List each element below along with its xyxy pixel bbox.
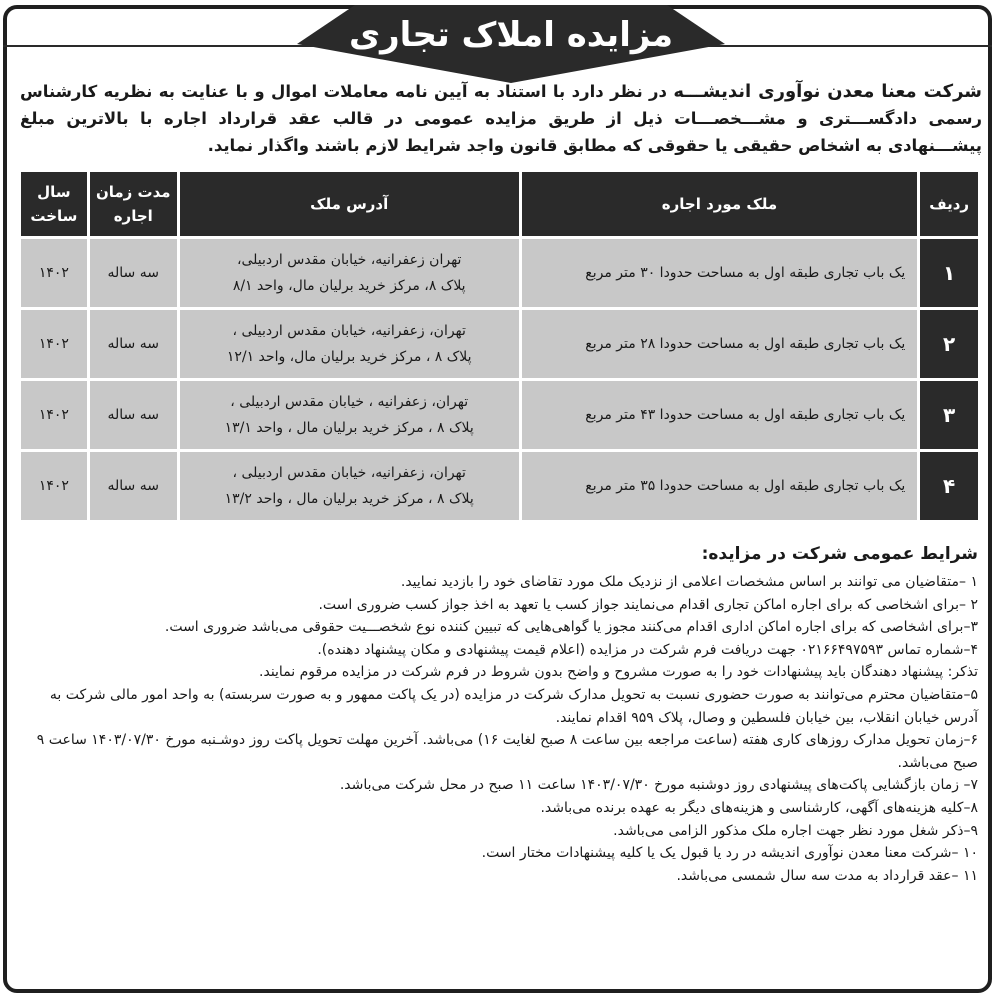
property-cell: یک باب تجاری طبقه اول به مساحت حدودا ۲۸ متر مربع — [522, 310, 918, 378]
table-row — [21, 239, 978, 307]
term-item-10: ۱۰ –شرکت معنا معدن نوآوری اندیشه در رد یا قبول یک یا کلیه پیشنهادات مختار است. — [481, 845, 978, 862]
company-name: شرکت معنا معدن نوآوری اندیشـــه — [673, 81, 983, 102]
header-property: ملک مورد اجاره — [522, 172, 918, 236]
page-title: مزایده املاک تجاری — [348, 15, 674, 55]
year-cell: ۱۴۰۲ — [21, 239, 87, 307]
address-line-1: تهران، زعفرانیه، خیابان مقدس اردبیلی ، — [232, 323, 466, 339]
terms-title: شرایط عمومی شرکت در مزایده: — [701, 544, 978, 564]
duration-cell: سه ساله — [90, 381, 177, 449]
duration-cell: سه ساله — [90, 239, 177, 307]
address-line-1: تهران، زعفرانیه ، خیابان مقدس اردبیلی ، — [230, 394, 469, 410]
address-line-2: پلاک ۸ ، مرکز خرید برلیان مال ، واحد ۱۳/۱ — [224, 420, 474, 436]
address-cell — [180, 381, 519, 449]
row-number: ۳ — [920, 381, 978, 449]
term-item-9: ۹–ذکر شغل مورد نظر جهت اجاره ملک مذکور الزامی می‌باشد. — [613, 822, 978, 839]
title-banner — [200, 0, 822, 83]
term-item-3: ۳–برای اشخاصی که برای اجاره اماکن اداری اقدام می‌کنند مجوز یا گواهی‌هایی که تبیین کننده نوع شخصـــیت حقوقی می‌باشد ضروری است. — [164, 619, 978, 636]
row-number: ۴ — [920, 452, 978, 520]
header-address: آدرس ملک — [180, 172, 519, 236]
address-line-1: تهران زعفرانیه، خیابان مقدس اردبیلی، — [236, 252, 462, 268]
year-cell: ۱۴۰۲ — [21, 381, 87, 449]
table-row — [21, 452, 978, 520]
address-line-1: تهران، زعفرانیه، خیابان مقدس اردبیلی ، — [232, 465, 466, 481]
intro-paragraph — [20, 78, 982, 159]
table-row — [21, 381, 978, 449]
term-item-1: ۱ –متقاضیان می توانند بر اساس مشخصات اعلامی از نزدیک ملک مورد تقاضای خود را بازدید نمایید. — [400, 574, 978, 590]
lease-table — [18, 169, 981, 523]
header-row-number: ردیف — [920, 172, 978, 236]
term-item-11: ۱۱ –عقد قرارداد به مدت سه سال شمسی می‌باشد. — [676, 867, 978, 884]
term-item-8: ۸–کلیه هزینه‌های آگهی، کارشناسی و هزینه‌های دیگر به عهده برنده می‌باشد. — [540, 799, 978, 816]
address-cell — [180, 239, 519, 307]
address-line-2: پلاک ۸ ، مرکز خرید برلیان مال ، واحد ۱۳/۲ — [224, 491, 474, 507]
address-line-2: پلاک ۸ ، مرکز خرید برلیان مال، واحد ۱۲/۱ — [226, 349, 472, 365]
header-duration: مدت زمان اجاره — [90, 172, 177, 236]
term-item-6: ۶–زمان تحویل مدارک روزهای کاری هفته (ساعت مراجعه بین ساعت ۸ صبح لغایت ۱۶) می‌باشد. آخرین مهلت تحویل پاکت روز دوشـنبه مورخ ۱۴۰۳/۰۷/۳۰ ساعت ۹ صبح می‌باشد. — [36, 732, 978, 771]
term-item-4: ۴–شماره تماس ۰۲۱۶۶۴۹۷۵۹۳ جهت دریافت فرم شرکت در مزایده (اعلام قیمت پیشنهادی و مکان پیشنهاد دهنده). — [317, 641, 978, 658]
property-cell: یک باب تجاری طبقه اول به مساحت حدودا ۴۳ متر مربع — [522, 381, 918, 449]
header-year: سال ساخت — [21, 172, 87, 236]
duration-cell: سه ساله — [90, 452, 177, 520]
address-cell — [180, 310, 519, 378]
term-note: تذکر: پیشنهاد دهندگان باید پیشنهادات خود را به صورت مشروح و واضح بدون شروط در فرم شرکت در مزایده مرقوم نمایند. — [259, 664, 978, 681]
term-item-2: ۲ –برای اشخاصی که برای اجاره اماکن تجاری اقدام می‌نمایند جواز کسب یا تعهد به اخذ جواز کسب ضروری است. — [318, 596, 978, 613]
property-cell: یک باب تجاری طبقه اول به مساحت حدودا ۳۰ متر مربع — [522, 239, 918, 307]
table-row — [21, 310, 978, 378]
address-line-2: پلاک ۸، مرکز خرید برلیان مال، واحد ۸/۱ — [232, 278, 466, 294]
year-cell: ۱۴۰۲ — [21, 452, 87, 520]
term-item-5: ۵–متقاضیان محترم می‌توانند به صورت حضوری نسبت به تحویل مدارک شرکت در مزایده (در یک پاکت ممهور و به صورت سربسته) به واحد امور مالی شرکت به آدرس خیابان انقلاب، بین خیابان فلسطین و وصال، پلاک ۹۵۹ اقدام نمایند. — [49, 686, 978, 726]
row-number: ۱ — [920, 239, 978, 307]
year-cell: ۱۴۰۲ — [21, 310, 87, 378]
terms-section — [22, 540, 978, 887]
duration-cell: سه ساله — [90, 310, 177, 378]
address-cell — [180, 452, 519, 520]
intro-text: در نظر دارد با استناد به آیین نامه معاملات اموال و با عنایت به نظریه کارشناس رسمی دادگســـتری و مشـــخصـــات ذیل از طریق مزایده عمومی در قالب عقد قرارداد اجاره با بالاترین مبلغ پیشـــنهادی به اشخاص حقیقی یا حقوقی که مطابق قانون واجد شرایط لازم باشند واگذار نماید. — [20, 82, 982, 155]
row-number: ۲ — [920, 310, 978, 378]
table-header-row — [21, 172, 978, 236]
term-item-7: ۷– زمان بازگشایی پاکت‌های پیشنهادی روز دوشنبه مورخ ۱۴۰۳/۰۷/۳۰ ساعت ۱۱ صبح در محل شرکت می‌باشد. — [339, 777, 978, 794]
property-cell: یک باب تجاری طبقه اول به مساحت حدودا ۳۵ متر مربع — [522, 452, 918, 520]
